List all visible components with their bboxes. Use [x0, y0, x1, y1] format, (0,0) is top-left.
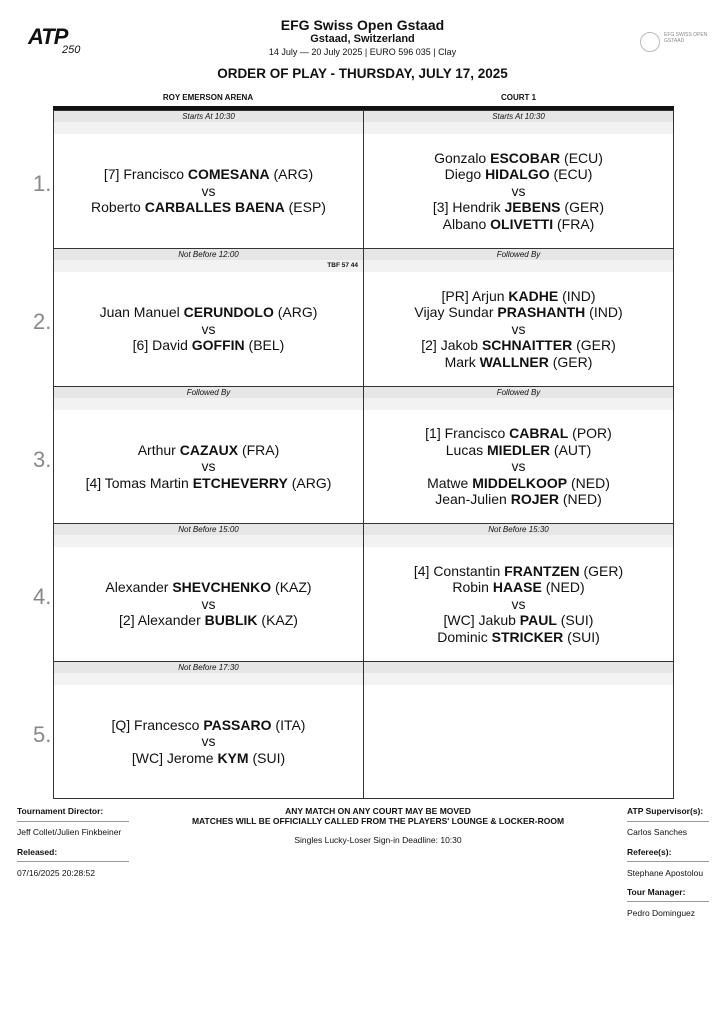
signin-deadline: Singles Lucky-Loser Sign-in Deadline: 10:30: [294, 835, 462, 845]
player-text: (NED): [567, 474, 610, 491]
player-text: (NED): [558, 491, 602, 508]
player-surname: PRASHANTH: [497, 304, 586, 321]
match-cell: [53, 386, 364, 524]
player-line: [512, 596, 526, 613]
player-text: Diego: [444, 166, 486, 183]
player-line: [202, 458, 216, 475]
player-text: [WC] Jerome: [131, 749, 218, 766]
player-line: [138, 442, 280, 459]
player-text: vs: [511, 320, 526, 337]
match-cell: [363, 248, 674, 387]
player-text: [7] Francisco: [103, 166, 188, 183]
match-cell: [53, 523, 364, 662]
player-text: Robin: [452, 579, 493, 596]
player-text: Lucas: [445, 441, 488, 458]
match-cell: [363, 110, 674, 249]
player-surname: MIEDLER: [487, 441, 551, 458]
player-text: Roberto: [91, 199, 145, 216]
player-text: (IND): [558, 287, 596, 304]
player-text: (ITA): [271, 716, 306, 733]
player-line: [512, 183, 526, 200]
row-number: 4.: [33, 584, 52, 609]
player-text: (KAZ): [271, 579, 312, 596]
player-surname: WALLNER: [479, 353, 549, 370]
player-surname: ESCOBAR: [490, 149, 561, 166]
player-text: [Q] Francesco: [111, 716, 204, 733]
sponsor-logo-text: EFG SWISS OPEN GSTAAD: [664, 32, 708, 44]
player-text: vs: [511, 458, 526, 475]
player-surname: BUBLIK: [204, 612, 258, 629]
player-text: Dominic: [437, 628, 492, 645]
player-line: [444, 612, 594, 629]
row-number: 2.: [33, 309, 52, 334]
player-text: Jean-Julien: [435, 491, 511, 508]
match-cell: [53, 661, 364, 799]
match-subheader: [54, 260, 363, 272]
player-text: [6] David: [132, 337, 192, 354]
match-time: Not Before 17:30: [54, 662, 363, 674]
manager-label: Tour Manager:: [627, 887, 686, 897]
tournament-location: Gstaad, Switzerland: [310, 33, 415, 45]
player-surname: KYM: [217, 749, 249, 766]
player-surname: FRANTZEN: [504, 562, 580, 579]
match-cell: [53, 110, 364, 249]
player-line: [452, 579, 584, 596]
player-line: [446, 442, 591, 459]
match-players: [54, 134, 363, 248]
player-surname: JEBENS: [504, 199, 561, 216]
player-line: [421, 337, 616, 354]
player-surname: STRICKER: [491, 628, 564, 645]
referee-value: Stephane Apostolou: [627, 868, 704, 878]
player-text: [4] Tomas Martin: [85, 474, 193, 491]
player-text: (SUI): [248, 749, 286, 766]
player-text: (BEL): [244, 337, 285, 354]
player-text: vs: [511, 182, 526, 199]
player-line: [104, 166, 313, 183]
divider: [627, 901, 709, 902]
match-time: Starts At 10:30: [54, 111, 363, 123]
player-surname: GOFFIN: [191, 337, 245, 354]
player-line: [414, 563, 623, 580]
tournament-name: EFG Swiss Open Gstaad: [280, 17, 445, 33]
player-line: [445, 354, 593, 371]
match-time: Followed By: [54, 387, 363, 399]
player-line: [512, 321, 526, 338]
player-text: (GER): [560, 199, 605, 216]
player-line: [202, 733, 216, 750]
player-text: Arthur: [137, 441, 180, 458]
player-text: vs: [201, 320, 216, 337]
row-number: 3.: [33, 446, 52, 472]
match-subheader: [364, 260, 673, 272]
player-line: [112, 717, 306, 734]
referee-label: Referee(s):: [627, 847, 672, 857]
atp-logo-text: ATP: [28, 24, 68, 49]
match-cell: [53, 248, 364, 387]
player-line: [86, 475, 332, 492]
player-line: [445, 166, 593, 183]
player-line: [414, 304, 622, 321]
player-text: [WC] Jakub: [443, 612, 520, 629]
player-line: [434, 150, 603, 167]
atp-tier-text: 250: [62, 44, 81, 56]
player-text: (ECU): [560, 149, 603, 166]
player-text: (KAZ): [257, 612, 298, 629]
player-text: (GER): [548, 353, 593, 370]
match-subheader: [364, 398, 673, 410]
player-text: (ARG): [269, 166, 314, 183]
player-line: [91, 199, 326, 216]
player-line: [435, 491, 602, 508]
match-subheader: [54, 122, 363, 134]
match-cell: [363, 661, 674, 799]
player-text: Matwe: [427, 474, 473, 491]
released-value: 07/16/2025 20:28:52: [17, 868, 95, 878]
player-text: [2] Jakob: [421, 337, 482, 354]
player-surname: HAASE: [492, 579, 542, 596]
player-line: [427, 475, 610, 492]
match-players: [364, 272, 673, 386]
player-text: [1] Francisco: [425, 425, 510, 442]
player-text: [2] Alexander: [119, 612, 205, 629]
player-surname: CARBALLES BAENA: [144, 199, 285, 216]
player-line: [512, 458, 526, 475]
player-surname: MIDDELKOOP: [472, 474, 568, 491]
player-line: [443, 216, 595, 233]
player-text: Juan Manuel: [99, 304, 184, 321]
match-subheader: [364, 122, 673, 134]
page-title: ORDER OF PLAY - THURSDAY, JULY 17, 2025: [217, 66, 508, 81]
player-line: [132, 750, 285, 767]
player-text: Vijay Sundar: [414, 304, 498, 321]
player-line: [100, 304, 318, 321]
player-surname: ROJER: [510, 491, 559, 508]
player-text: Mark: [444, 353, 480, 370]
match-time: Starts At 10:30: [364, 111, 673, 123]
player-text: vs: [511, 595, 526, 612]
manager-value: Pedro Dominguez: [627, 908, 696, 918]
court-header-court-1: COURT 1: [500, 93, 537, 102]
player-surname: PASSARO: [203, 716, 272, 733]
player-line: [119, 612, 298, 629]
player-text: vs: [201, 182, 216, 199]
notice-called: MATCHES WILL BE OFFICIALLY CALLED FROM THE PLAYERS' LOUNGE & LOCKER-ROOM: [191, 816, 565, 826]
match-subheader: [364, 535, 673, 547]
player-line: [441, 288, 595, 305]
tournament-dates: 14 July — 20 July 2025 | EURO 596 035 | Clay: [268, 47, 457, 57]
player-text: (AUT): [550, 441, 592, 458]
player-text: (ARG): [273, 304, 318, 321]
match-players: [364, 134, 673, 248]
match-players: [54, 410, 363, 523]
player-text: Albano: [442, 215, 491, 232]
match-time: Not Before 15:00: [54, 524, 363, 536]
player-line: [105, 579, 311, 596]
match-time: Followed By: [364, 387, 673, 399]
player-surname: OLIVETTI: [490, 215, 554, 232]
match-subheader: [54, 535, 363, 547]
player-text: (SUI): [556, 612, 594, 629]
player-surname: KADHE: [508, 287, 559, 304]
player-line: [202, 596, 216, 613]
player-line: [433, 199, 604, 216]
divider: [627, 861, 709, 862]
player-text: Alexander: [105, 579, 173, 596]
player-text: vs: [201, 733, 216, 750]
supervisor-label: ATP Supervisor(s):: [627, 806, 704, 816]
player-text: (GER): [579, 562, 624, 579]
match-cell: [363, 523, 674, 662]
notice-moved: ANY MATCH ON ANY COURT MAY BE MOVED: [285, 806, 471, 816]
director-value: Jeff Collet/Julien Finkbeiner: [17, 827, 122, 837]
match-subheader: [54, 398, 363, 410]
released-label: Released:: [17, 847, 58, 857]
player-surname: SHEVCHENKO: [172, 579, 272, 596]
match-players: [364, 547, 673, 661]
player-surname: PAUL: [519, 612, 557, 629]
match-subheader: [54, 673, 363, 685]
player-text: vs: [201, 595, 216, 612]
match-time: Not Before 15:30: [364, 524, 673, 536]
player-text: [PR] Arjun: [441, 287, 509, 304]
match-cell: [363, 386, 674, 524]
player-text: Gonzalo: [434, 149, 491, 166]
player-text: (ARG): [287, 474, 332, 491]
match-subheader: [364, 673, 673, 685]
player-surname: ETCHEVERRY: [192, 474, 288, 491]
match-time: Followed By: [364, 249, 673, 261]
court-header-roy-emerson-arena: ROY EMERSON ARENA: [162, 93, 254, 102]
player-text: (FRA): [238, 441, 280, 458]
player-surname: CABRAL: [509, 425, 569, 442]
match-players: [54, 547, 363, 661]
player-text: (POR): [568, 425, 612, 442]
player-line: [425, 425, 612, 442]
match-players: [364, 685, 673, 798]
player-text: (IND): [585, 304, 623, 321]
player-surname: CERUNDOLO: [183, 304, 274, 321]
player-line: [437, 629, 600, 646]
player-line: [202, 183, 216, 200]
player-text: (ESP): [284, 199, 326, 216]
supervisor-value: Carlos Sanches: [627, 827, 688, 837]
player-text: (SUI): [563, 628, 600, 645]
player-text: (FRA): [553, 215, 595, 232]
match-time: Not Before 12:00: [54, 249, 363, 261]
tbf-note: TBF 57 44: [327, 262, 358, 269]
player-surname: SCHNAITTER: [481, 337, 573, 354]
divider: [17, 821, 129, 822]
divider: [627, 821, 709, 822]
player-surname: COMESANA: [187, 166, 270, 183]
player-text: (GER): [572, 337, 616, 354]
divider: [17, 861, 129, 862]
player-surname: CAZAUX: [179, 441, 239, 458]
player-text: (NED): [541, 579, 585, 596]
match-players: [364, 410, 673, 523]
player-line: [133, 337, 285, 354]
player-text: (ECU): [549, 166, 593, 183]
director-label: Tournament Director:: [17, 806, 104, 816]
match-players: [54, 685, 363, 798]
player-surname: HIDALGO: [485, 166, 550, 183]
player-text: [4] Constantin: [413, 562, 505, 579]
player-text: vs: [201, 458, 216, 475]
player-text: [3] Hendrik: [432, 199, 505, 216]
match-players: [54, 272, 363, 386]
row-number: 5.: [33, 721, 52, 747]
row-number: 1.: [33, 171, 52, 196]
player-line: [202, 321, 216, 338]
